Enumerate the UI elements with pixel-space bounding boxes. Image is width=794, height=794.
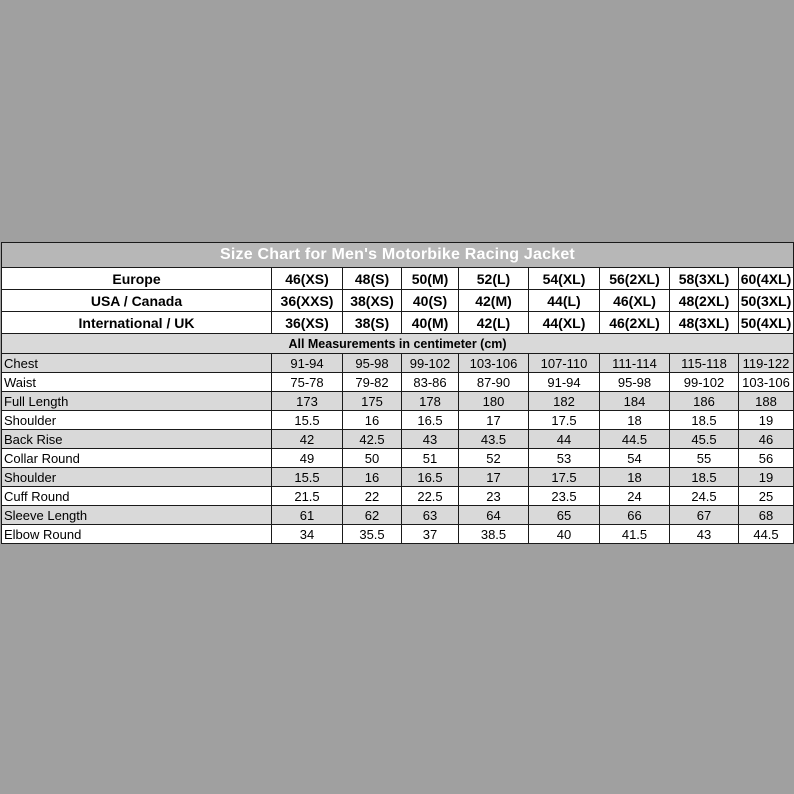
measurement-cell: 188	[739, 392, 794, 411]
size-chart-table	[1, 242, 794, 544]
measurement-cell: 103-106	[739, 373, 794, 392]
measurement-label: Shoulder	[2, 411, 272, 430]
measurement-cell: 16	[343, 411, 402, 430]
measurement-cell: 18	[600, 468, 670, 487]
measurement-cell: 44.5	[600, 430, 670, 449]
measurement-row-waist	[2, 373, 794, 392]
measurement-cell: 17.5	[529, 411, 600, 430]
measurement-cell: 43	[670, 525, 739, 544]
measurement-cell: 24	[600, 487, 670, 506]
measurement-row-shoulder	[2, 411, 794, 430]
measurement-row-back-rise	[2, 430, 794, 449]
measurement-cell: 15.5	[272, 468, 343, 487]
size-row-label: USA / Canada	[2, 290, 272, 312]
measurement-cell: 24.5	[670, 487, 739, 506]
measurement-cell: 180	[459, 392, 529, 411]
measurement-label: Chest	[2, 354, 272, 373]
measurement-cell: 49	[272, 449, 343, 468]
size-cell: 38(XS)	[343, 290, 402, 312]
measurement-cell: 44.5	[739, 525, 794, 544]
title-row	[2, 243, 794, 268]
size-cell: 50(3XL)	[739, 290, 794, 312]
measurement-cell: 18	[600, 411, 670, 430]
measurement-cell: 37	[402, 525, 459, 544]
measurement-cell: 45.5	[670, 430, 739, 449]
measurement-cell: 16	[343, 468, 402, 487]
measurement-row-cuff-round	[2, 487, 794, 506]
measurement-cell: 50	[343, 449, 402, 468]
size-cell: 38(S)	[343, 312, 402, 334]
measurement-cell: 56	[739, 449, 794, 468]
size-cell: 40(S)	[402, 290, 459, 312]
measurement-cell: 46	[739, 430, 794, 449]
measurement-row-full-length	[2, 392, 794, 411]
measurement-note: All Measurements in centimeter (cm)	[2, 334, 794, 354]
measurement-cell: 21.5	[272, 487, 343, 506]
size-cell: 46(XS)	[272, 268, 343, 290]
size-cell: 48(3XL)	[670, 312, 739, 334]
measurement-cell: 19	[739, 468, 794, 487]
measurement-label: Cuff Round	[2, 487, 272, 506]
size-cell: 56(2XL)	[600, 268, 670, 290]
measurement-cell: 23.5	[529, 487, 600, 506]
measurement-cell: 173	[272, 392, 343, 411]
measurement-cell: 115-118	[670, 354, 739, 373]
size-row-international-uk	[2, 312, 794, 334]
measurement-note-row	[2, 334, 794, 354]
measurement-cell: 182	[529, 392, 600, 411]
measurement-cell: 51	[402, 449, 459, 468]
measurement-cell: 65	[529, 506, 600, 525]
measurement-cell: 42	[272, 430, 343, 449]
measurement-cell: 111-114	[600, 354, 670, 373]
measurement-label: Shoulder	[2, 468, 272, 487]
size-cell: 44(XL)	[529, 312, 600, 334]
measurement-cell: 22.5	[402, 487, 459, 506]
size-row-label: Europe	[2, 268, 272, 290]
measurement-row-shoulder	[2, 468, 794, 487]
measurement-cell: 68	[739, 506, 794, 525]
measurement-cell: 79-82	[343, 373, 402, 392]
measurement-cell: 62	[343, 506, 402, 525]
measurement-cell: 17	[459, 468, 529, 487]
size-row-usa-canada	[2, 290, 794, 312]
size-row-label: International / UK	[2, 312, 272, 334]
measurement-cell: 53	[529, 449, 600, 468]
measurement-row-sleeve-length	[2, 506, 794, 525]
measurement-cell: 22	[343, 487, 402, 506]
measurement-cell: 61	[272, 506, 343, 525]
measurement-cell: 63	[402, 506, 459, 525]
size-cell: 36(XS)	[272, 312, 343, 334]
measurement-cell: 99-102	[670, 373, 739, 392]
measurement-cell: 52	[459, 449, 529, 468]
measurement-cell: 34	[272, 525, 343, 544]
measurement-cell: 178	[402, 392, 459, 411]
size-cell: 58(3XL)	[670, 268, 739, 290]
measurement-cell: 43.5	[459, 430, 529, 449]
measurement-label: Collar Round	[2, 449, 272, 468]
measurement-cell: 95-98	[343, 354, 402, 373]
measurement-cell: 38.5	[459, 525, 529, 544]
measurement-cell: 107-110	[529, 354, 600, 373]
measurement-cell: 18.5	[670, 468, 739, 487]
measurement-label: Back Rise	[2, 430, 272, 449]
measurement-row-collar-round	[2, 449, 794, 468]
size-cell: 42(L)	[459, 312, 529, 334]
size-cell: 50(4XL)	[739, 312, 794, 334]
chart-title: Size Chart for Men's Motorbike Racing Jacket	[2, 243, 794, 268]
size-cell: 42(M)	[459, 290, 529, 312]
measurement-cell: 119-122	[739, 354, 794, 373]
measurement-cell: 55	[670, 449, 739, 468]
size-cell: 48(S)	[343, 268, 402, 290]
measurement-label: Full Length	[2, 392, 272, 411]
size-cell: 54(XL)	[529, 268, 600, 290]
size-cell: 48(2XL)	[670, 290, 739, 312]
measurement-cell: 43	[402, 430, 459, 449]
measurement-cell: 103-106	[459, 354, 529, 373]
size-cell: 44(L)	[529, 290, 600, 312]
measurement-cell: 17	[459, 411, 529, 430]
measurement-cell: 91-94	[272, 354, 343, 373]
size-cell: 36(XXS)	[272, 290, 343, 312]
measurement-label: Sleeve Length	[2, 506, 272, 525]
size-cell: 46(XL)	[600, 290, 670, 312]
measurement-cell: 95-98	[600, 373, 670, 392]
measurement-cell: 67	[670, 506, 739, 525]
measurement-cell: 17.5	[529, 468, 600, 487]
measurement-label: Elbow Round	[2, 525, 272, 544]
measurement-label: Waist	[2, 373, 272, 392]
measurement-cell: 16.5	[402, 468, 459, 487]
measurement-cell: 175	[343, 392, 402, 411]
measurement-cell: 184	[600, 392, 670, 411]
measurement-row-chest	[2, 354, 794, 373]
size-cell: 40(M)	[402, 312, 459, 334]
size-cell: 50(M)	[402, 268, 459, 290]
size-row-europe	[2, 268, 794, 290]
measurement-cell: 25	[739, 487, 794, 506]
measurement-cell: 64	[459, 506, 529, 525]
measurement-cell: 41.5	[600, 525, 670, 544]
measurement-cell: 42.5	[343, 430, 402, 449]
size-cell: 60(4XL)	[739, 268, 794, 290]
measurement-cell: 19	[739, 411, 794, 430]
measurement-cell: 186	[670, 392, 739, 411]
measurement-cell: 23	[459, 487, 529, 506]
measurement-cell: 35.5	[343, 525, 402, 544]
measurement-cell: 16.5	[402, 411, 459, 430]
measurement-cell: 40	[529, 525, 600, 544]
measurement-cell: 66	[600, 506, 670, 525]
measurement-cell: 75-78	[272, 373, 343, 392]
measurement-cell: 87-90	[459, 373, 529, 392]
measurement-row-elbow-round	[2, 525, 794, 544]
size-chart-body	[2, 243, 794, 544]
measurement-cell: 91-94	[529, 373, 600, 392]
measurement-cell: 15.5	[272, 411, 343, 430]
measurement-cell: 54	[600, 449, 670, 468]
measurement-cell: 44	[529, 430, 600, 449]
measurement-cell: 83-86	[402, 373, 459, 392]
measurement-cell: 99-102	[402, 354, 459, 373]
size-cell: 52(L)	[459, 268, 529, 290]
size-cell: 46(2XL)	[600, 312, 670, 334]
measurement-cell: 18.5	[670, 411, 739, 430]
